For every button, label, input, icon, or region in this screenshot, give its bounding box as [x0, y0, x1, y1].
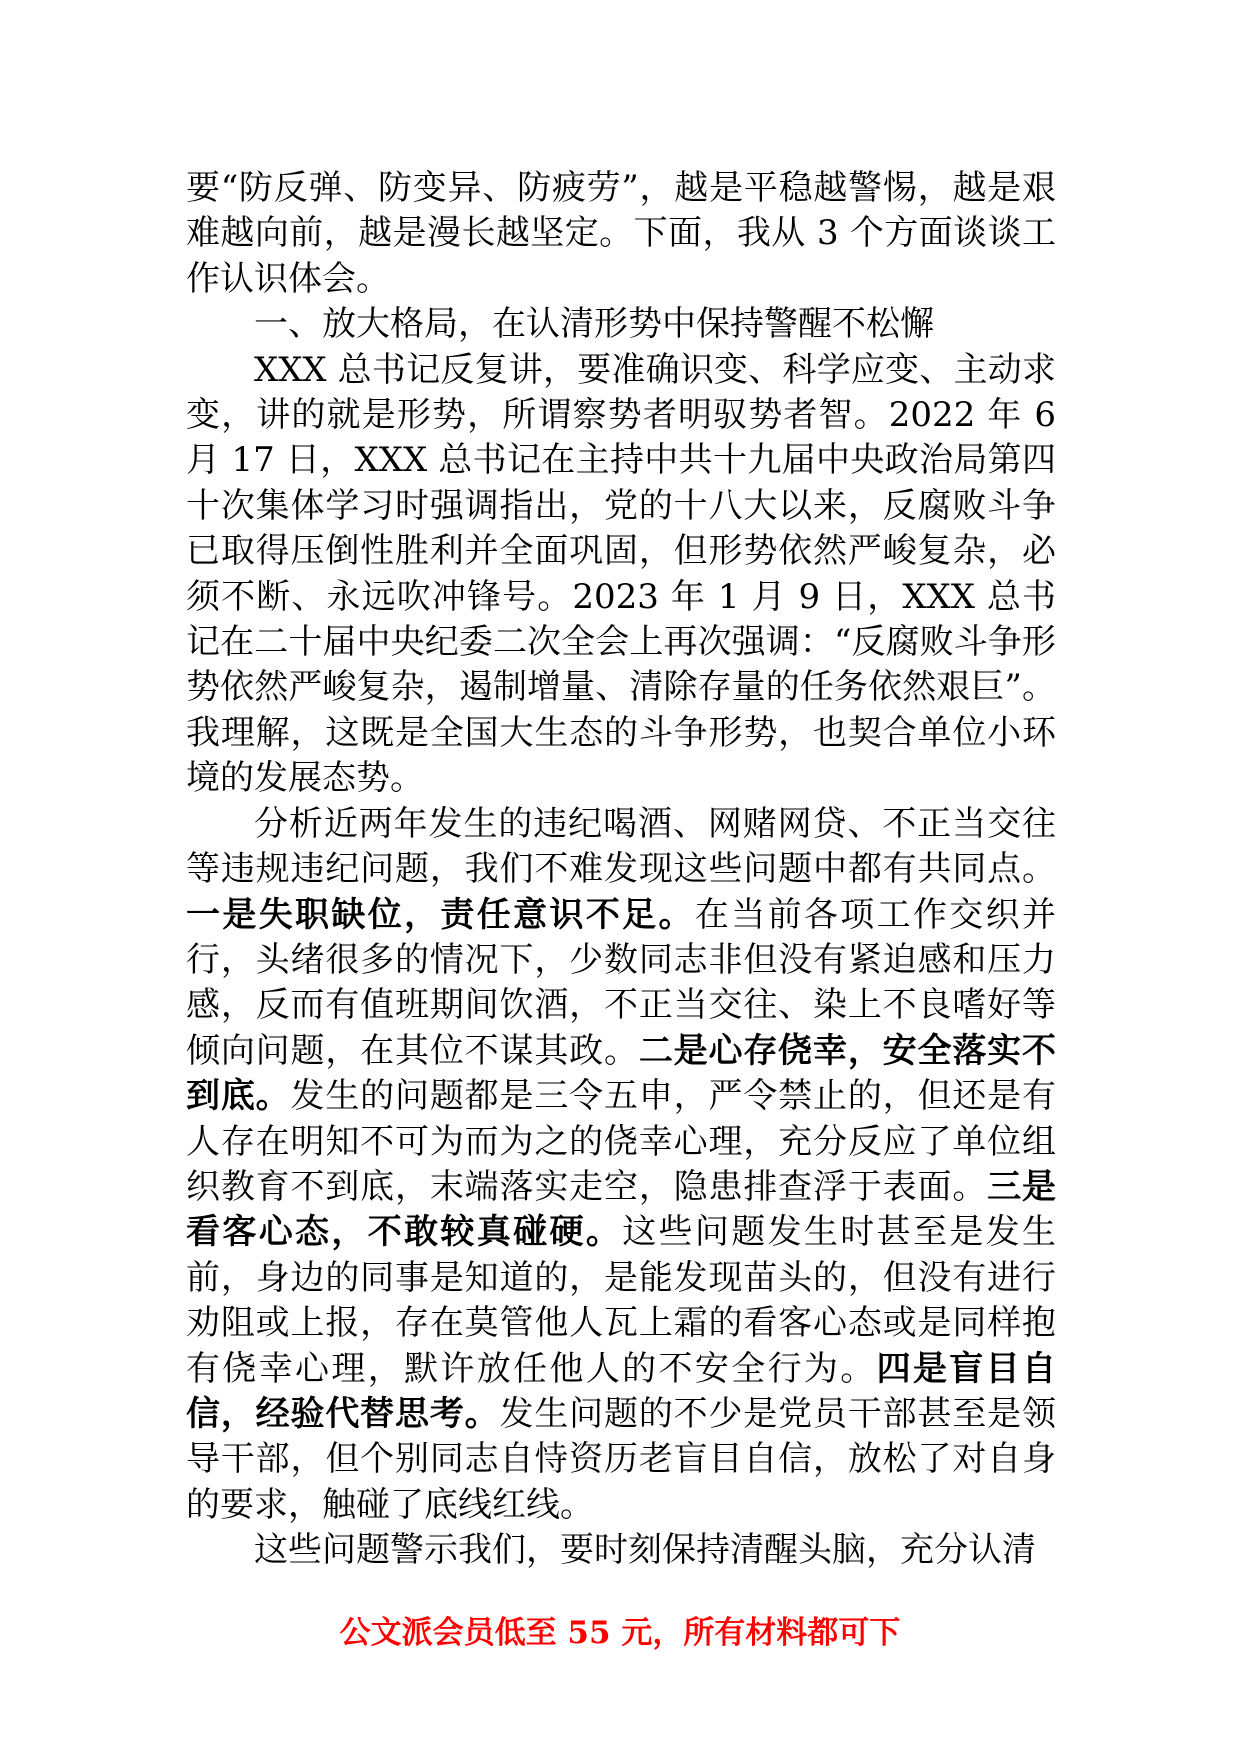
- point-4-text: 发生问题的不少是党员干部甚至是领导干部，但个别同志自恃资历老盲目自信，放松了对自身的要求，触碰了底线红线。: [186, 1393, 1056, 1525]
- section-heading: 一、放大格局，在认清形势中保持警醒不松懈: [254, 304, 934, 345]
- analysis-intro: 分析近两年发生的违纪喝酒、网赌网贷、不正当交往等违规违纪问题，我们不难发现这些问题中都有共同点。: [186, 803, 1056, 890]
- paragraph-warning: 这些问题警示我们，要时刻保持清醒头脑，充分认清: [254, 1530, 1036, 1571]
- opening-paragraph: 要“防反弹、防变异、防疲劳”，越是平稳越警惕，越是艰难越向前，越是漫长越坚定。下面，我从 3 个方面谈谈工作认识体会。: [186, 168, 1056, 299]
- point-3-title: 三是看客心态，不敢较真碰硬。: [186, 1166, 1057, 1253]
- point-2-text: 发生的问题都是三令五申，严令禁止的，但还是有人存在明知不可为而为之的侥幸心理，充分反应了单位组织教育不到底，末端落实走空，隐患排查浮于表面。: [186, 1076, 1056, 1207]
- point-1-title: 一是失职缺位，责任意识不足。: [186, 894, 695, 935]
- point-1-text: 在当前各项工作交织并行，头绪很多的情况下，少数同志非但没有紧迫感和压力感，反而有值班期间饮酒，不正当交往、染上不良嗜好等倾向问题，在其位不谋其政。: [186, 894, 1057, 1071]
- footer-advertisement: 公文派会员低至 55 元，所有材料都可下: [339, 1615, 901, 1651]
- document-body: [186, 166, 1056, 1574]
- paragraph-analysis: [186, 802, 1056, 1529]
- point-3-text: 这些问题发生时甚至是发生前，身边的同事是知道的，是能发现苗头的，但没有进行劝阻或上报，存在莫管他人瓦上霜的看客心态或是同样抱有侥幸心理，默许放任他人的不安全行为。: [186, 1212, 1057, 1389]
- paragraph-situation: XXX 总书记反复讲，要准确识变、科学应变、主动求变，讲的就是形势，所谓察势者明驭势者智。2022 年 6 月 17 日，XXX 总书记在主持中共十九届中央政治局第四十次集体学习时强调指出，党的十八大以来，反腐败斗争已取得压倒性胜利并全面巩固，但形势依然严峻复杂，必须不断、永远吹冲锋号。2023 年 1 月 9 日，XXX 总书记在二十届中央纪委二次全会上再次强调：“反腐败斗争形势依然严峻复杂，遏制增量、清除存量的任务依然艰巨”。我理解，这既是全国大生态的斗争形势，也契合单位小环境的发展态势。: [186, 349, 1056, 799]
- point-2-title: 二是心存侥幸，安全落实不到底。: [186, 1030, 1057, 1117]
- point-4-title: 四是盲目自信，经验代替思考。: [186, 1348, 1057, 1434]
